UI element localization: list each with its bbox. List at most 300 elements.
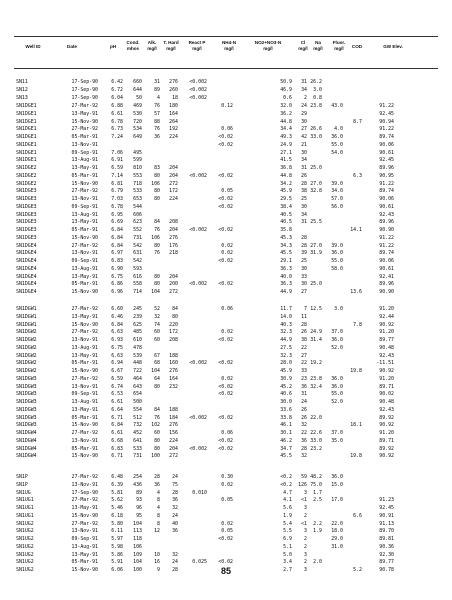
cell-date: 05-Mar-91: [71, 559, 98, 566]
cell-well-id: SN1DGW2: [16, 352, 37, 359]
cell-date: 13-Nov-91: [71, 196, 98, 202]
cell-sodium: 27.0: [310, 180, 322, 187]
cell-well-id: SN1DGW4: [16, 453, 37, 460]
cell-nh4-n: 0.02: [221, 481, 233, 488]
cell-well-id: SN1DGE3: [16, 203, 37, 210]
cell-date: 05-Mar-91: [71, 281, 98, 288]
cell-cod: 19.8: [350, 453, 362, 460]
cell-gw-elevation: 91.20: [379, 329, 394, 336]
cell-conductivity: 623: [133, 219, 142, 226]
cell-gw-elevation: 89.74: [379, 188, 394, 195]
cell-conductivity: 558: [133, 281, 142, 288]
cell-conductivity: 93: [136, 497, 142, 504]
cell-sodium: 1.9: [313, 528, 322, 535]
cell-chloride: 28: [301, 180, 307, 187]
header-total-hardness: T. Hard mg/l: [163, 40, 179, 51]
cell-ph: 6.83: [111, 258, 123, 264]
cell-total-hardness: 188: [169, 352, 178, 359]
cell-chloride: 3: [304, 528, 307, 535]
cell-ph: 5.62: [111, 497, 123, 504]
cell-ph: 6.53: [111, 391, 123, 398]
cell-ph: 6.90: [111, 265, 123, 272]
cell-conductivity: 534: [133, 126, 142, 133]
cell-alkalinity: 106: [151, 234, 160, 241]
page-number: 85: [220, 566, 231, 576]
cell-chloride: 21: [301, 141, 307, 148]
cell-no2-no3-n: <0.2: [280, 474, 292, 480]
cell-date: 15-Nov-90: [71, 289, 98, 295]
cell-ph: 6.63: [111, 329, 123, 336]
cell-conductivity: 533: [133, 188, 142, 195]
cell-gw-elevation: 91.20: [379, 306, 394, 312]
cell-alkalinity: 76: [154, 227, 160, 233]
cell-alkalinity: 60: [154, 329, 160, 336]
cell-chloride: 36: [301, 437, 307, 444]
cell-alkalinity: 89: [154, 86, 160, 93]
cell-reactive-p: <0.002: [189, 445, 207, 452]
cell-fluoride: 36.0: [331, 474, 343, 480]
cell-date: 27-Mar-92: [71, 242, 98, 249]
cell-reactive-p: 0.025: [192, 559, 207, 566]
cell-well-id: SN1DGE4: [16, 289, 37, 295]
header-alkalinity: Alk. mg/l: [147, 40, 157, 51]
cell-alkalinity: 76: [154, 250, 160, 257]
cell-well-id: SN1DGW3: [16, 383, 37, 390]
cell-alkalinity: 76: [154, 414, 160, 421]
cell-date: 17-Sep-90: [71, 86, 98, 93]
cell-well-id: SN1UG2: [16, 520, 34, 527]
cell-nh4-n: 0.05: [221, 528, 233, 535]
cell-ph: 6.95: [111, 211, 123, 218]
cell-gw-elevation: 92.43: [379, 406, 394, 413]
cell-nh4-n: 0.12: [221, 103, 233, 109]
cell-date: 13-Nov-91: [71, 141, 98, 148]
cell-well-id: SN1DGW2: [16, 360, 37, 367]
cell-reactive-p: <0.002: [189, 414, 207, 421]
cell-alkalinity: 57: [154, 110, 160, 117]
cell-well-id: SN1DGE1: [16, 110, 37, 117]
cell-well-id: SN1DGW1: [16, 313, 37, 320]
cell-date: 13-Nov-91: [71, 250, 98, 257]
cell-no2-no3-n: 33.6: [280, 406, 292, 413]
cell-conductivity: 720: [133, 118, 142, 125]
header-ph: pH: [109, 44, 117, 49]
cell-total-hardness: 232: [169, 383, 178, 390]
cell-alkalinity: 8: [157, 520, 160, 527]
cell-chloride: 26: [301, 406, 307, 413]
cell-chloride: 22: [301, 430, 307, 436]
cell-fluoride: 4.0: [334, 126, 343, 133]
cell-well-id: SN1DGW4: [16, 430, 37, 436]
cell-fluoride: 55.0: [331, 391, 343, 398]
cell-conductivity: 485: [133, 329, 142, 336]
cell-gw-elevation: 89.96: [379, 281, 394, 288]
cell-well-id: SN13: [16, 94, 28, 101]
cell-gw-elevation: 89.71: [379, 383, 394, 390]
cell-ph: 6.42: [111, 79, 123, 85]
cell-chloride: 32: [301, 453, 307, 460]
cell-chloride: 22: [301, 360, 307, 367]
cell-chloride: 25: [301, 258, 307, 264]
cell-chloride: <1: [301, 497, 307, 504]
cell-fluoride: 36.0: [331, 375, 343, 382]
cell-well-id: SN1DGW4: [16, 445, 37, 452]
cell-reactive-p: <0.002: [189, 227, 207, 233]
cell-ph: 5.86: [111, 551, 123, 558]
cell-well-id: SN1DGW4: [16, 437, 37, 444]
cell-chloride: 27: [301, 352, 307, 359]
cell-well-id: SN1DGE4: [16, 242, 37, 249]
cell-chloride: 3: [304, 505, 307, 511]
cell-sodium: 2.2: [313, 520, 322, 527]
cell-sodium: 32.8: [310, 188, 322, 195]
cell-ph: 6.73: [111, 126, 123, 133]
cell-ph: 6.61: [111, 430, 123, 436]
cell-no2-no3-n: 29.5: [280, 196, 292, 202]
cell-well-id: SN1DGE2: [16, 165, 37, 171]
cell-total-hardness: 208: [169, 219, 178, 226]
cell-ph: 6.96: [111, 289, 123, 295]
cell-alkalinity: 104: [151, 368, 160, 374]
cell-total-hardness: 204: [169, 445, 178, 452]
cell-chloride: 27: [301, 289, 307, 295]
cell-well-id: SN1DGW3: [16, 406, 37, 413]
cell-no2-no3-n: 34.7: [280, 445, 292, 452]
cell-gw-elevation: 90.92: [379, 321, 394, 328]
cell-well-id: SN1DGW3: [16, 414, 37, 421]
cell-fluoride: 36.0: [331, 250, 343, 257]
cell-ph: 6.67: [111, 368, 123, 374]
cell-fluoride: 57.0: [331, 196, 343, 202]
cell-conductivity: 500: [133, 399, 142, 405]
cell-ph: 6.63: [111, 352, 123, 359]
cell-fluoride: 37.0: [331, 329, 343, 336]
cell-total-hardness: 188: [169, 406, 178, 413]
cell-well-id: SN1DGE3: [16, 211, 37, 218]
cell-no2-no3-n: 40.0: [280, 273, 292, 280]
cell-sodium: 1.7: [313, 489, 322, 496]
cell-no2-no3-n: 45.5: [280, 250, 292, 257]
cell-ph: 6.84: [111, 234, 123, 241]
cell-well-id: SN1UG: [16, 489, 31, 496]
cell-no2-no3-n: 5.5: [283, 528, 292, 535]
cell-chloride: 2: [304, 94, 307, 101]
cell-fluoride: 37.0: [331, 430, 343, 436]
cell-chloride: 38: [301, 188, 307, 195]
cell-no2-no3-n: 5.4: [283, 520, 292, 527]
cell-well-id: SN1DGE4: [16, 250, 37, 257]
cell-sodium: 26.2: [310, 79, 322, 85]
cell-date: 15-Nov-90: [71, 422, 98, 429]
cell-fluoride: 22.0: [331, 520, 343, 527]
cell-gw-elevation: 91.22: [379, 103, 394, 109]
cell-gw-elevation: 90.06: [379, 141, 394, 148]
cell-sodium: 25.0: [310, 165, 322, 171]
cell-gw-elevation: 92.43: [379, 352, 394, 359]
cell-alkalinity: 102: [151, 422, 160, 429]
cell-total-hardness: 164: [169, 110, 178, 117]
cell-chloride: 28: [301, 321, 307, 328]
cell-cod: 14.1: [350, 227, 362, 233]
cell-total-hardness: 192: [169, 126, 178, 133]
cell-date: 09-Sep-91: [71, 203, 98, 210]
cell-conductivity: 448: [133, 360, 142, 367]
cell-well-id: SN1DGE4: [16, 265, 37, 272]
cell-gw-elevation: 90.06: [379, 196, 394, 202]
cell-conductivity: 239: [133, 313, 142, 320]
cell-no2-no3-n: <0.2: [280, 481, 292, 488]
cell-alkalinity: 8: [157, 497, 160, 504]
cell-gw-elevation: 91.13: [379, 520, 394, 527]
cell-gw-elevation: 90.91: [379, 512, 394, 519]
cell-no2-no3-n: 36.2: [280, 110, 292, 117]
cell-gw-elevation: 91.23: [379, 497, 394, 504]
cell-well-id: SN1DGE1: [16, 103, 37, 109]
cell-well-id: SN1DGE3: [16, 234, 37, 241]
header-rule-top: [14, 36, 438, 37]
cell-chloride: 3: [304, 489, 307, 496]
cell-chloride: 34: [301, 86, 307, 93]
cell-well-id: SN1DGE1: [16, 118, 37, 125]
cell-gw-elevation: 90.94: [379, 118, 394, 125]
cell-gw-elevation: 90.48: [379, 344, 394, 351]
cell-date: 27-Mar-92: [71, 103, 98, 109]
cell-date: 27-Mar-92: [71, 497, 98, 504]
cell-total-hardness: 264: [169, 118, 178, 125]
cell-total-hardness: 18: [172, 94, 178, 101]
cell-well-id: SN1DGE4: [16, 281, 37, 288]
cell-sodium: 26.6: [310, 126, 322, 133]
cell-alkalinity: 10: [154, 551, 160, 558]
cell-no2-no3-n: 32.3: [280, 329, 292, 336]
cell-no2-no3-n: 36.3: [280, 281, 292, 288]
header-chloride: Cl mg/l: [298, 40, 308, 51]
cell-date: 13-May-91: [71, 219, 98, 226]
cell-alkalinity: 36: [154, 134, 160, 140]
cell-conductivity: 625: [133, 321, 142, 328]
cell-date: 13-Aug-91: [71, 211, 98, 218]
cell-no2-no3-n: 36.8: [280, 165, 292, 171]
cell-conductivity: 95: [136, 512, 142, 519]
cell-well-id: SN1DGW2: [16, 337, 37, 343]
cell-date: 15-Nov-90: [71, 234, 98, 241]
cell-no2-no3-n: 44.9: [280, 337, 292, 343]
header-gw-elevation: GW Elev.: [383, 44, 403, 49]
cell-no2-no3-n: 5.1: [283, 543, 292, 550]
cell-nh4-n: <0.02: [218, 391, 233, 398]
cell-conductivity: 722: [133, 368, 142, 374]
cell-well-id: SN1DGE2: [16, 180, 37, 187]
cell-no2-no3-n: 4.7: [283, 489, 292, 496]
cell-well-id: SN1UG2: [16, 543, 34, 550]
cell-well-id: SN1DGE3: [16, 196, 37, 202]
cell-gw-elevation: 92.45: [379, 505, 394, 511]
cell-alkalinity: 4: [157, 94, 160, 101]
cell-nh4-n: 0.02: [221, 250, 233, 257]
cell-date: 05-Mar-91: [71, 445, 98, 452]
cell-no2-no3-n: 40.5: [280, 219, 292, 226]
cell-total-hardness: 276: [169, 422, 178, 429]
cell-alkalinity: 28: [154, 474, 160, 480]
cell-fluoride: 3.0: [334, 306, 343, 312]
cell-conductivity: 644: [133, 86, 142, 93]
cell-total-hardness: 24: [172, 512, 178, 519]
cell-sodium: 33.0: [310, 134, 322, 140]
cell-date: 17-Sep-90: [71, 489, 98, 496]
cell-well-id: SN1P: [16, 481, 28, 488]
cell-conductivity: 533: [133, 445, 142, 452]
cell-fluoride: 55.0: [331, 258, 343, 264]
cell-ph: 6.79: [111, 188, 123, 195]
cell-no2-no3-n: 27.1: [280, 149, 292, 156]
cell-no2-no3-n: 45.5: [280, 453, 292, 460]
cell-total-hardness: 276: [169, 368, 178, 374]
cell-chloride: <1: [301, 520, 307, 527]
cell-ph: 7.03: [111, 196, 123, 202]
cell-date: 05-Mar-91: [71, 172, 98, 179]
cell-well-id: SN1DGW2: [16, 329, 37, 336]
cell-well-id: SN1DGW3: [16, 375, 37, 382]
cell-chloride: 28: [301, 242, 307, 249]
cell-well-id: SN1UG2: [16, 536, 34, 542]
cell-gw-elevation: 90.61: [379, 203, 394, 210]
cell-total-hardness: 24: [172, 474, 178, 480]
cell-no2-no3-n: 38.4: [280, 203, 292, 210]
cell-chloride: 36: [301, 383, 307, 390]
cell-date: 05-Mar-91: [71, 134, 98, 140]
cell-conductivity: 118: [133, 536, 142, 542]
cell-ph: 6.39: [111, 481, 123, 488]
cell-conductivity: 718: [133, 180, 142, 187]
cell-chloride: 38: [301, 337, 307, 343]
cell-chloride: 30: [301, 281, 307, 288]
cell-gw-elevation: 91.22: [379, 242, 394, 249]
cell-total-hardness: 172: [169, 329, 178, 336]
cell-ph: 6.74: [111, 383, 123, 390]
cell-chloride: 28: [301, 445, 307, 452]
cell-ph: 6.75: [111, 273, 123, 280]
cell-fluoride: 39.0: [331, 180, 343, 187]
cell-no2-no3-n: 44.8: [280, 172, 292, 179]
cell-alkalinity: 4: [157, 505, 160, 511]
cell-alkalinity: 74: [154, 321, 160, 328]
cell-well-id: SN1DGE1: [16, 141, 37, 148]
cell-date: 09-Sep-91: [71, 391, 98, 398]
cell-sodium: 3.0: [313, 86, 322, 93]
cell-chloride: 31: [301, 79, 307, 85]
cell-gw-elevation: 91.22: [379, 234, 394, 241]
cell-date: 05-Mar-91: [71, 360, 98, 367]
cell-alkalinity: 8: [157, 512, 160, 519]
cell-gw-elevation: 89.74: [379, 134, 394, 140]
cell-well-id: SN1UG1: [16, 497, 34, 504]
cell-fluoride: 17.0: [331, 497, 343, 504]
cell-gw-elevation: 90.95: [379, 172, 394, 179]
cell-date: 13-Aug-91: [71, 265, 98, 272]
cell-well-id: SN1DGE2: [16, 172, 37, 179]
cell-ph: 6.93: [111, 337, 123, 343]
cell-gw-elevation: 89.92: [379, 414, 394, 421]
cell-chloride: 30: [301, 265, 307, 272]
cell-well-id: SN1UG2: [16, 559, 34, 566]
cell-ph: 6.59: [111, 375, 123, 382]
cell-conductivity: 553: [133, 172, 142, 179]
cell-total-hardness: 276: [169, 234, 178, 241]
cell-total-hardness: 272: [169, 180, 178, 187]
cell-alkalinity: 9: [157, 567, 160, 573]
cell-total-hardness: 200: [169, 281, 178, 288]
cell-nh4-n: 0.02: [221, 329, 233, 336]
cell-total-hardness: 36: [172, 528, 178, 535]
cell-gw-elevation: 89.70: [379, 528, 394, 535]
cell-well-id: SN1DGW3: [16, 422, 37, 429]
cell-well-id: SN1DGE4: [16, 258, 37, 264]
cell-sodium: 24.9: [310, 329, 322, 336]
cell-no2-no3-n: 40.3: [280, 321, 292, 328]
cell-nh4-n: <0.02: [218, 227, 233, 233]
cell-no2-no3-n: 32.0: [280, 103, 292, 109]
cell-no2-no3-n: 36.3: [280, 265, 292, 272]
cell-reactive-p: <0.002: [189, 360, 207, 367]
cell-total-hardness: 80: [172, 313, 178, 320]
cell-nh4-n: 0.06: [221, 430, 233, 436]
cell-no2-no3-n: 33.8: [280, 414, 292, 421]
cell-sodium: 25.5: [310, 219, 322, 226]
header-cod: COD: [351, 44, 363, 49]
header-rule-bottom: [14, 68, 438, 69]
cell-ph: 6.59: [111, 165, 123, 171]
cell-ph: 5.46: [111, 505, 123, 511]
cell-conductivity: 100: [133, 567, 142, 573]
cell-well-id: SN1DGE3: [16, 219, 37, 226]
cell-no2-no3-n: 45.3: [280, 234, 292, 241]
cell-conductivity: 732: [133, 422, 142, 429]
cell-ph: 7.06: [111, 149, 123, 156]
cell-chloride: 32: [301, 422, 307, 429]
cell-date: 13-May-91: [71, 551, 98, 558]
cell-date: 05-Mar-91: [71, 227, 98, 233]
cell-conductivity: 643: [133, 383, 142, 390]
cell-cod: 19.8: [350, 368, 362, 374]
cell-cod: 13.6: [350, 289, 362, 295]
cell-date: 27-Mar-92: [71, 188, 98, 195]
cell-date: 09-Sep-91: [71, 536, 98, 542]
cell-total-hardness: 176: [169, 242, 178, 249]
cell-no2-no3-n: 5.0: [283, 551, 292, 558]
cell-conductivity: 731: [133, 453, 142, 460]
cell-ph: 6.61: [111, 110, 123, 117]
cell-alkalinity: 84: [154, 406, 160, 413]
cell-date: 27-Mar-92: [71, 474, 98, 480]
cell-ph: 6.71: [111, 453, 123, 460]
cell-ph: 6.60: [111, 306, 123, 312]
cell-gw-elevation: 90.78: [379, 567, 394, 573]
cell-conductivity: 436: [133, 481, 142, 488]
cell-chloride: 34: [301, 211, 307, 218]
cell-conductivity: 593: [133, 265, 142, 272]
cell-no2-no3-n: 50.9: [280, 79, 292, 85]
cell-reactive-p: <0.002: [189, 172, 207, 179]
cell-total-hardness: 28: [172, 489, 178, 496]
cell-conductivity: 542: [133, 258, 142, 264]
cell-sodium: 25.0: [310, 281, 322, 288]
cell-date: 09-Sep-91: [71, 149, 98, 156]
cell-chloride: 30: [301, 118, 307, 125]
cell-fluoride: 54.0: [331, 149, 343, 156]
cell-gw-elevation: 89.96: [379, 165, 394, 171]
header-well-id: Well ID: [25, 44, 41, 49]
cell-ph: 5.97: [111, 536, 123, 542]
